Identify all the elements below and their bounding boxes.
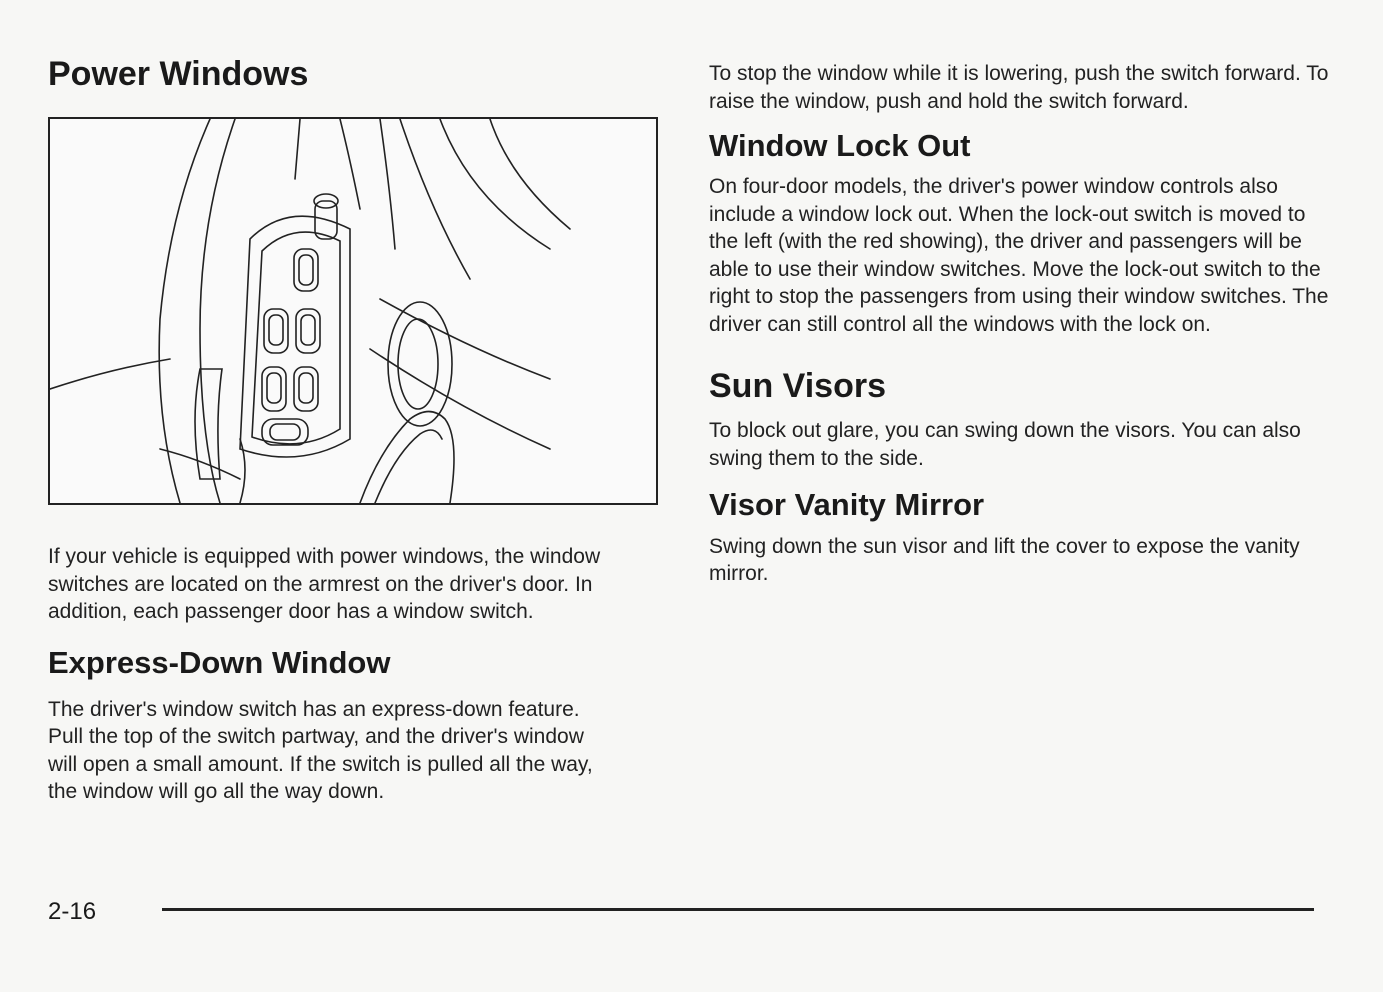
visor-vanity-mirror-heading: Visor Vanity Mirror (709, 487, 985, 523)
footer-rule (162, 908, 1314, 911)
right-column (709, 60, 1329, 588)
left-column (48, 56, 658, 806)
express-down-body: The driver's window switch has an express-down feature. Pull the top of the switch partway, and the driver's window will open a small amount. If the switch is pulled all the way, the window will go all the way down. (48, 697, 593, 804)
sun-visors-heading: Sun Visors (709, 367, 886, 406)
express-down-heading: Express-Down Window (48, 644, 391, 680)
power-windows-heading: Power Windows (48, 55, 309, 93)
page-number: 2-16 (48, 898, 97, 925)
visor-vanity-mirror-body: Swing down the sun visor and lift the cover to expose the vanity mirror. (709, 534, 1300, 586)
window-lock-out-body: On four-door models, the driver's power window controls also include a window lock out. When the lock-out switch is moved to the left (with the red showing), the driver and passengers will be able to use their window switches. Move the lock-out switch to the right to stop the passengers from using their window switches. The driver can still control all the windows with the lock on. (709, 175, 1329, 336)
sun-visors-body: To block out glare, you can swing down the visors. You can also swing them to the side. (709, 419, 1301, 470)
stop-window-body: To stop the window while it is lowering, push the switch forward. To raise the window, push and hold the switch forward. (709, 62, 1329, 113)
power-windows-body: If your vehicle is equipped with power windows, the window switches are located on the armrest on the driver's door. In addition, each passenger door has a window switch. (48, 545, 601, 624)
window-switch-illustration (48, 117, 658, 505)
window-lock-out-heading: Window Lock Out (709, 128, 971, 163)
